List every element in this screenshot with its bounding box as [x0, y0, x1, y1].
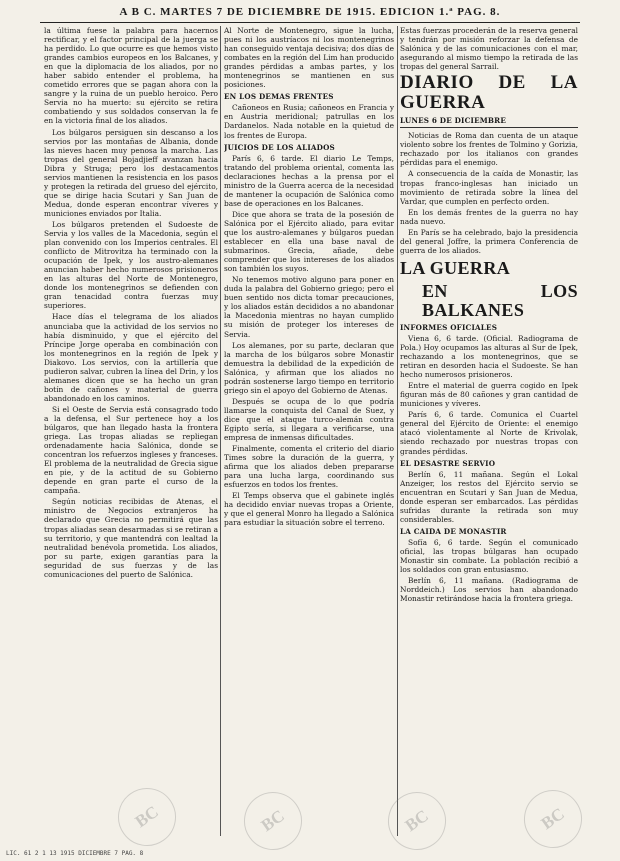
watermark-stamp: BC: [513, 779, 594, 860]
paragraph: París 6, 6 tarde. Comunica el Cuartel general del Ejército de Oriente: el enemigo atacó violentamente al Norte de Krivolak, siendo rechazado por nuestras tropas con grandes pérdidas.: [400, 410, 578, 456]
paragraph: Los búlgaros persiguen sin descanso a los servios por las montañas de Albania, donde las nieves hacen muy penosa la marcha. Las tropas del general Bojadjieff avanzan hacia Dibra y Struga; pero los destacamentos servios mantienen la resistencia en los pasos y protegen la retirada del grueso del ejército, que se dirige hacia Scutari y San Juan de Medua, donde esperan encontrar víveres y municiones enviados por Italia.: [44, 127, 218, 218]
paragraph: Berlín 6, 11 mañana. (Radiograma de Norddeich.) Los servios han abandonado Monastir retirándose hacia la frontera griega.: [400, 576, 578, 604]
paragraph: Al Norte de Montenegro, sigue la lucha, pues ni los austríacos ni los montenegrinos han conseguido ventaja decisiva; dos días de combates en la región del Lim han producido grandes pérdidas a ambas partes, y los montenegrinos se mantienen en sus posiciones.: [224, 26, 394, 90]
divider: [400, 127, 578, 128]
column-separator: [220, 26, 221, 836]
paragraph: Cañoneos en Rusia; cañoneos en Francia y en Austria meridional; patrullas en los Dardanelos. Nada notable en la quietud de los frentes de Europa.: [224, 103, 394, 140]
paragraph: Hace días el telegrama de los aliados anunciaba que la actividad de los servios no había disminuido, y que el ejército del Príncipe Jorge operaba en combinación con los montenegrinos en la región de Ipek y Diakovo. Los servios, con la artillería que pudieron salvar, cubren la línea del Drin, y los alemanes dicen que se ha hecho un gran botín de cañones y material de guerra abandonado en los caminos.: [44, 312, 218, 403]
paragraph: Después se ocupa de lo que podría llamarse la conquista del Canal de Suez, y dice que el ataque turco-alemán contra Egipto sería, si llegara a verificarse, una empresa de inmensas dificultades.: [224, 396, 394, 443]
paragraph: la última fuese la palabra para hacernos rectificar, y el factor principal de la juerga se ha perdido. Lo que ocurre es que hemos visto grandes cambios europeos en los Balcanes, y en que la diplomacia de los aliados, por no haber sabido entender el problema, ha cometido errores que se pagan ahora con la sangre y la ruina de un pueblo heroico. Pero Servia no ha muerto: su ejército se retira combatiendo y sus soldados conservan la fe en la victoria final de los aliados.: [44, 26, 218, 126]
watermark-stamp: BC: [233, 781, 314, 861]
date-subhead: LUNES 6 DE DICIEMBRE: [400, 116, 507, 126]
paragraph: Según noticias recibidas de Atenas, el ministro de Negocios extranjeros ha declarado que Grecia no permitirá que las tropas aliadas sean desarmadas si se retiran a su territorio, y que mantendrá con lealtad la neutralidad benévola prometida. Los aliados, por su parte, exigen garantías para la seguridad de sus fuerzas y de las comunicaciones del puerto de Salónica.: [44, 497, 218, 579]
paragraph: No tenemos motivo alguno para poner en duda la palabra del Gobierno griego; pero el buen sentido nos dicta tomar precauciones, y los aliados están decididos a no abandonar la Macedonia mientras no hayan cumplido su misión de proteger los intereses de Servia.: [224, 275, 394, 339]
paragraph: Dice que ahora se trata de la posesión de Salónica por el Ejército aliado, para evitar que los austro-alemanes y búlgaros puedan establecer en ella una base naval de submarinos. Grecia, añade, debe comprender que los intereses de los aliados son también los suyos.: [224, 209, 394, 274]
section-subhead: LA CAIDA DE MONASTIR: [400, 526, 507, 536]
paragraph: En París se ha celebrado, bajo la presidencia del general Joffre, la primera Conferencia de guerra de los aliados.: [400, 227, 578, 255]
paragraph: Noticias de Roma dan cuenta de un ataque violento sobre los frentes de Tolmino y Gorizia, rechazado por los italianos con grandes pérdidas para el enemigo.: [400, 131, 578, 168]
paragraph: Sofía 6, 6 tarde. Según el comunicado oficial, las tropas búlgaras han ocupado Monastir sin combate. La población recibió a los soldados con gran entusiasmo.: [400, 537, 578, 575]
paragraph: El Temps observa que el gabinete inglés ha decidido enviar nuevas tropas a Oriente, y que el general Monro ha llegado a Salónica para estudiar la situación sobre el terreno.: [224, 491, 394, 528]
headline-la-guerra: LA GUERRA: [400, 257, 511, 278]
section-subhead: EN LOS DEMAS FRENTES: [224, 92, 334, 102]
page-footer: LIC. 61 2 1 13 1915 DICIEMBRE 7 PAG. 8: [6, 850, 144, 857]
paragraph: Estas fuerzas procederán de la reserva general y tendrán por misión reforzar la defensa de Salónica y de las comunicaciones con el mar, asegurando al mismo tiempo la retirada de las tropas del general Sarrail.: [400, 26, 578, 72]
paragraph: Si el Oeste de Servia está consagrado todo a la defensa, el Sur pertenece hoy a los búlgaros, que han llegado hasta la frontera griega. Las tropas aliadas se repliegan ordenadamente hacia Salónica, donde se concentran los refuerzos ingleses y franceses. El problema de la neutralidad de Grecia sigue en pie, y de la actitud de su Gobierno depende en gran parte el curso de la campaña.: [44, 404, 218, 496]
section-subhead: EL DESASTRE SERVIO: [400, 458, 496, 468]
paragraph: Los búlgaros pretenden el Sudoeste de Servia y los valles de la Macedonia, según el plan convenido con los Imperios centrales. El conflicto de Mitrovitza ha terminado con la ocupación de Ipek, y los austro-alemanes anuncian haber hecho numerosos prisioneros en las alturas del Norte de Montenegro, donde los montenegrinos se defienden con gran tenacidad contra fuerzas muy superiores.: [44, 219, 218, 311]
column-2: [224, 26, 394, 846]
section-subhead: INFORMES OFICIALES: [400, 322, 498, 332]
paragraph: Berlín 6, 11 mañana. Según el Lokal Anzeiger, los restos del Ejército servio se encuentran en Scutari y San Juan de Medua, donde esperan ser embarcados. Las pérdidas sufridas durante la retirada son muy considerables.: [400, 469, 578, 524]
paragraph: Los alemanes, por su parte, declaran que la marcha de los búlgaros sobre Monastir demuestra la debilidad de la expedición de Salónica, y afirman que los aliados no podrán sostenerse largo tiempo en territorio griego sin el apoyo del Gobierno de Atenas.: [224, 340, 394, 395]
paragraph: Entre el material de guerra cogido en Ipek figuran más de 80 cañones y gran cantidad de municiones y víveres.: [400, 381, 578, 409]
running-head: A B C. MARTES 7 DE DICIEMBRE DE 1915. EDICION 1.ª PAG. 8.: [119, 6, 501, 18]
paragraph: Viena 6, 6 tarde. (Oficial. Radiograma de Pola.) Hoy ocupamos las alturas al Sur de Ipek, rechazando a los montenegrinos, que se retiran en desorden hacia el Sudoeste. Se han hecho numerosos prisioneros.: [400, 333, 578, 380]
paragraph: A consecuencia de la caída de Monastir, las tropas franco-inglesas han iniciado un movimiento de retirada sobre la línea del Vardar, que cumplen en perfecto orden.: [400, 169, 578, 206]
watermark-stamp: BC: [377, 781, 458, 861]
headline-diario-de-la-guerra: DIARIO DE LA GUERRA: [400, 72, 578, 114]
section-subhead: JUICIOS DE LOS ALIADOS: [224, 142, 335, 152]
column-separator: [397, 26, 398, 836]
column-1: [44, 26, 218, 846]
header-rule: [40, 22, 580, 23]
column-3: [400, 26, 578, 846]
paragraph: París 6, 6 tarde. El diario Le Temps, tratando del problema oriental, comenta las declaraciones hechas a la prensa por el ministro de la Guerra acerca de la necesidad de mantener la ocupación de Salónica como base de operaciones en los Balcanes.: [224, 153, 394, 208]
headline-en-los-balkanes: EN LOS BALKANES: [422, 280, 578, 320]
watermark-stamp: BC: [107, 777, 188, 858]
paragraph: Finalmente, comenta el criterio del diario Times sobre la duración de la guerra, y afirma que los aliados deben prepararse para una lucha larga, coordinando sus esfuerzos en todos los frentes.: [224, 444, 394, 490]
paragraph: En los demás frentes de la guerra no hay nada nuevo.: [400, 207, 578, 226]
